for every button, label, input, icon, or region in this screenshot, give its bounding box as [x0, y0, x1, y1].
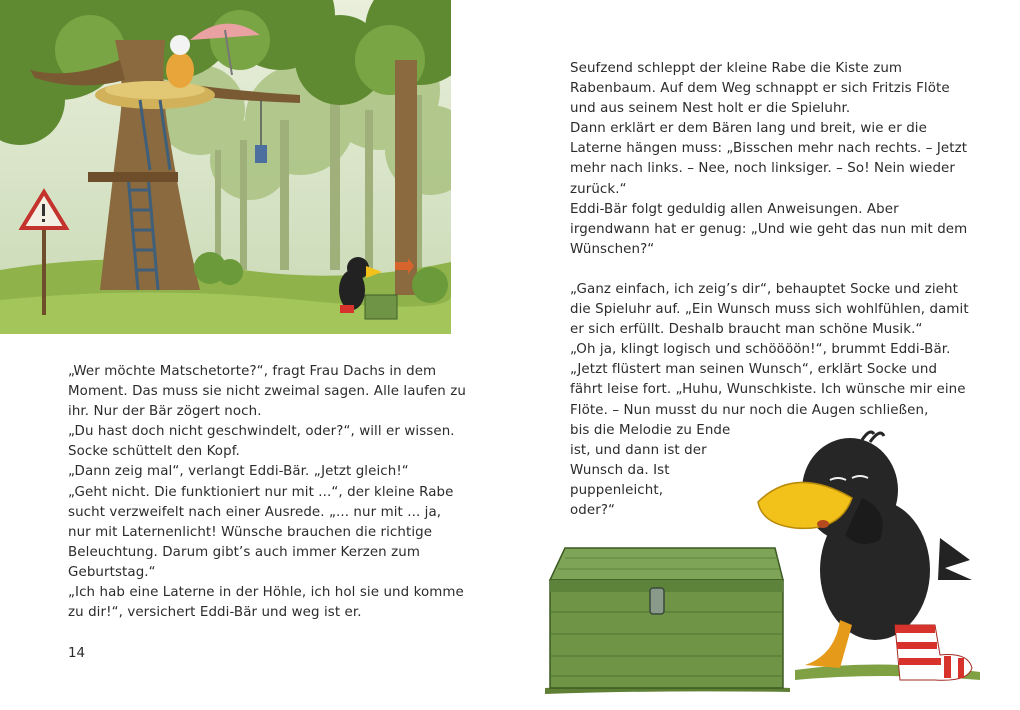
- text-line: mehr nach links. – Nee, noch linksiger. – So! Nein wieder: [570, 161, 955, 177]
- text-line: Rabenbaum. Auf dem Weg schnappt er sich Fritzis Flöte: [570, 81, 950, 97]
- text-line: ihr. Nur der Bär zögert noch.: [68, 404, 262, 420]
- text-line: die Spieluhr auf. „Ein Wunsch muss sich wohlfühlen, damit: [570, 302, 969, 318]
- text-line: Flöte. – Nun musst du nur noch die Augen schließen,: [570, 402, 929, 418]
- text-line: Moment. Das muss sie nicht zweimal sagen. Alle laufen zu: [68, 384, 466, 400]
- text-line: „Ich hab eine Laterne in der Höhle, ich hol sie und komme: [68, 585, 464, 601]
- text-line: „Geht nicht. Die funktioniert nur mit ...“, der kleine Rabe: [68, 484, 454, 500]
- text-line: „Ganz einfach, ich zeig’s dir“, behauptet Socke und zieht: [570, 281, 958, 297]
- text-line: Wünschen?“: [570, 241, 655, 257]
- striped-sock: [895, 625, 972, 680]
- text-line: zurück.“: [570, 181, 627, 197]
- text-line: „Jetzt flüstert man seinen Wunsch“, erklärt Socke und: [570, 362, 938, 378]
- text-line: „Wer möchte Matschetorte?“, fragt Frau Dachs in dem: [68, 364, 437, 379]
- text-line: „Dann zeig mal“, verlangt Eddi-Bär. „Jetzt gleich!“: [68, 464, 409, 480]
- text-line: nur mit Laternenlicht! Wünsche brauchen die richtige: [68, 524, 433, 540]
- text-line: Socke schüttelt den Kopf.: [68, 444, 240, 460]
- text-line: Laterne hängen muss: „Bisschen mehr nach rechts. – Jetzt: [570, 141, 968, 157]
- text-line: puppenleicht,: [570, 482, 664, 498]
- text-line: Beleuchtung. Darum gibt’s auch immer Kerzen zum: [68, 544, 420, 560]
- text-line: sucht verzweifelt nach einer Ausrede. „... nur mit ... ja,: [68, 504, 442, 520]
- text-line: zu dir!“, versichert Eddi-Bär und weg ist er.: [68, 605, 362, 621]
- text-line: Seufzend schleppt der kleine Rabe die Kiste zum: [570, 61, 903, 76]
- crow-character: [758, 432, 972, 680]
- text-line: Eddi-Bär folgt geduldig allen Anweisungen. Aber: [570, 201, 899, 217]
- text-line: Wunsch da. Ist: [570, 462, 670, 478]
- text-line: bis die Melodie zu Ende: [570, 422, 731, 438]
- text-line: er sich erfüllt. Deshalb braucht man schöne Musik.“: [570, 322, 923, 338]
- crow-and-chest-illustration: [540, 420, 990, 700]
- left-page-text: [68, 362, 466, 623]
- text-line: „Du hast doch nicht geschwindelt, oder?“, will er wissen.: [68, 424, 455, 440]
- text-line: Geburtstag.“: [68, 564, 156, 580]
- text-line: Dann erklärt er dem Bären lang und breit, wie er die: [570, 121, 927, 137]
- green-chest: [550, 548, 783, 688]
- page-number: 14: [68, 646, 86, 661]
- paragraph-gap: [570, 260, 960, 280]
- text-line: irgendwann hat er genug: „Und wie geht das nun mit dem: [570, 221, 968, 237]
- forest-illustration: [0, 0, 451, 334]
- text-line: und aus seinem Nest holt er die Spieluhr.: [570, 101, 851, 117]
- text-line: „Oh ja, klingt logisch und schöööön!“, brummt Eddi-Bär.: [570, 342, 951, 358]
- text-line: ist, und dann ist der: [570, 442, 707, 458]
- text-line: fährt leise fort. „Huhu, Wunschkiste. Ich wünsche mir eine: [570, 382, 966, 398]
- text-line: oder?“: [570, 502, 616, 518]
